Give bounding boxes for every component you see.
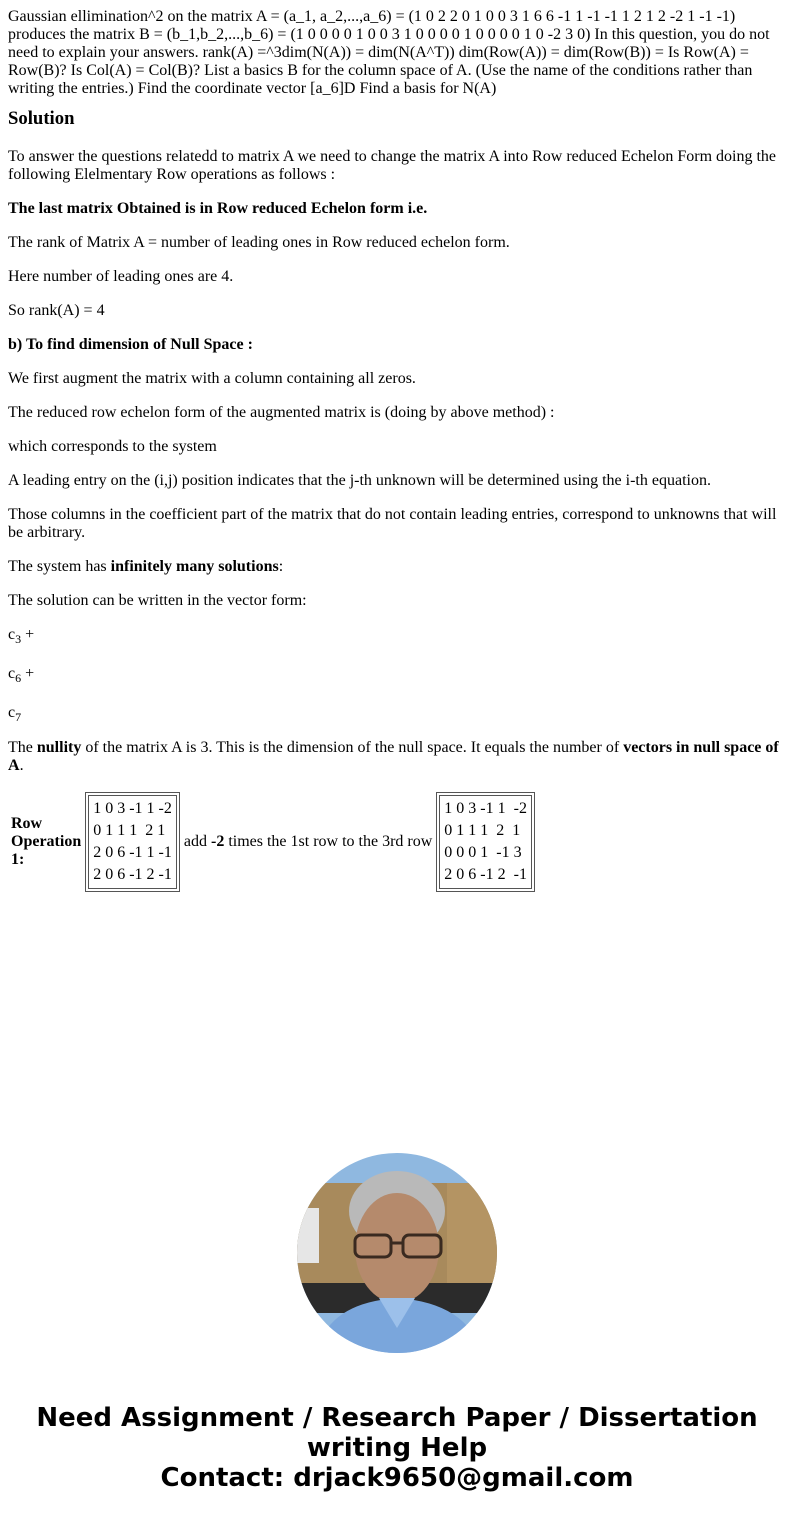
last-matrix-note-text: The last matrix Obtained is in Row reduced Echelon form i.e. (8, 200, 428, 217)
leading-ones-count: Here number of leading ones are 4. (8, 268, 234, 285)
op-desc-pre: add (183, 833, 211, 850)
system-paragraph: which corresponds to the system (8, 438, 217, 455)
part-b-heading (8, 336, 786, 354)
arbitrary-paragraph: Those columns in the coefficient part of the matrix that do not contain leading entries, correspond to unknowns that will be arbitrary. (8, 506, 777, 541)
nullity-bold-2: vectors in null space of A (8, 739, 779, 774)
vector-form-paragraph: The solution can be written in the vector form: (8, 592, 307, 609)
matrix-row: 2 0 6 -1 2 -1 (93, 866, 172, 883)
coefficient-c6 (8, 665, 786, 686)
matrix-row: 1 0 3 -1 1 -2 (444, 800, 527, 817)
coef-subscript: 3 (15, 632, 22, 647)
leading-entry-paragraph: A leading entry on the (i,j) position indicates that the j-th unknown will be determined using the i-th equation. (8, 472, 711, 489)
nullity-post: . (19, 757, 24, 774)
augment-paragraph: We first augment the matrix with a column containing all zeros. (8, 370, 416, 387)
promo-banner (0, 1403, 794, 1493)
matrix-row: 1 0 3 -1 1 -2 (93, 800, 172, 817)
coef-letter: c (8, 665, 16, 682)
matrix-row: 0 0 0 1 -1 3 (444, 844, 522, 861)
part-b-heading-text: b) To find dimension of Null Space : (8, 336, 253, 353)
promo-line-1: Need Assignment / Research Paper / Dissertation writing Help (36, 1403, 758, 1463)
matrix-row: 2 0 6 -1 1 -1 (93, 844, 172, 861)
coef-suffix: + (21, 626, 35, 643)
intro-paragraph: To answer the questions relatedd to matrix A we need to change the matrix A into Row reduced Echelon Form doing the following Elelmentary Row operations as follows : (8, 148, 777, 183)
coefficient-c3 (8, 626, 786, 647)
infinite-solutions-paragraph (8, 558, 786, 576)
matrix-row: 2 0 6 -1 2 -1 (444, 866, 527, 883)
infinite-post: : (278, 558, 284, 575)
nullity-paragraph (8, 739, 786, 775)
matrix-after (436, 792, 535, 892)
row-operation-description (183, 791, 433, 893)
rank-result: So rank(A) = 4 (8, 302, 105, 319)
infinite-pre: The system has (8, 558, 111, 575)
row-operation-label: Row Operation 1: (11, 815, 82, 868)
tutor-avatar-photo (297, 1153, 497, 1353)
op-desc-post: times the 1st row to the 3rd row (224, 833, 433, 850)
nullity-bold: nullity (36, 739, 82, 756)
last-matrix-note (8, 200, 786, 218)
matrix-row: 0 1 1 1 2 1 (93, 822, 166, 839)
coef-subscript: 6 (15, 671, 22, 686)
matrix-row: 0 1 1 1 2 1 (444, 822, 521, 839)
rref-augmented-paragraph: The reduced row echelon form of the augmented matrix is (doing by above method) : (8, 404, 555, 421)
rank-definition: The rank of Matrix A = number of leading ones in Row reduced echelon form. (8, 234, 510, 251)
coef-suffix: + (21, 665, 35, 682)
coef-letter: c (8, 626, 16, 643)
question-text: Gaussian ellimination^2 on the matrix A = (a_1, a_2,...,a_6) = (1 0 2 2 0 1 0 0 3 1 6 6 -1 1 -1 -1 1 2 1 2 -2 1 -1 -1) produces the matrix B = (b_1,b_2,...,b_6) = (1 0 0 0 0 1 0 0 3 1 0 0 0 0 1 0 0 0 0 1 0 -2 3 0) In this question, you do not need to explain your answers. rank(A) =^3dim(N(A)) = dim(N(A^T)) dim(Row(A)) = dim(Row(B)) = Is Row(A) = Row(B)? Is Col(A) = Col(B)? List a basics B for the column space of A. (Use the name of the conditions rather than writing the entries.) Find the coordinate vector [a_6]D Find a basis for N(A) (8, 8, 770, 97)
row-operation-table (8, 789, 538, 895)
matrix-before (85, 792, 180, 892)
nullity-mid: of the matrix A is 3. This is the dimension of the null space. It equals the number of (81, 739, 624, 756)
coef-subscript: 7 (15, 710, 22, 725)
portrait-image (297, 1153, 497, 1353)
solution-heading: Solution (8, 108, 75, 129)
nullity-pre: The (8, 739, 37, 756)
coefficient-c7 (8, 704, 786, 725)
op-multiplier: -2 (210, 833, 225, 850)
coef-letter: c (8, 704, 16, 721)
infinite-bold: infinitely many solutions (110, 558, 279, 575)
promo-contact: Contact: drjack9650@gmail.com (160, 1463, 634, 1493)
